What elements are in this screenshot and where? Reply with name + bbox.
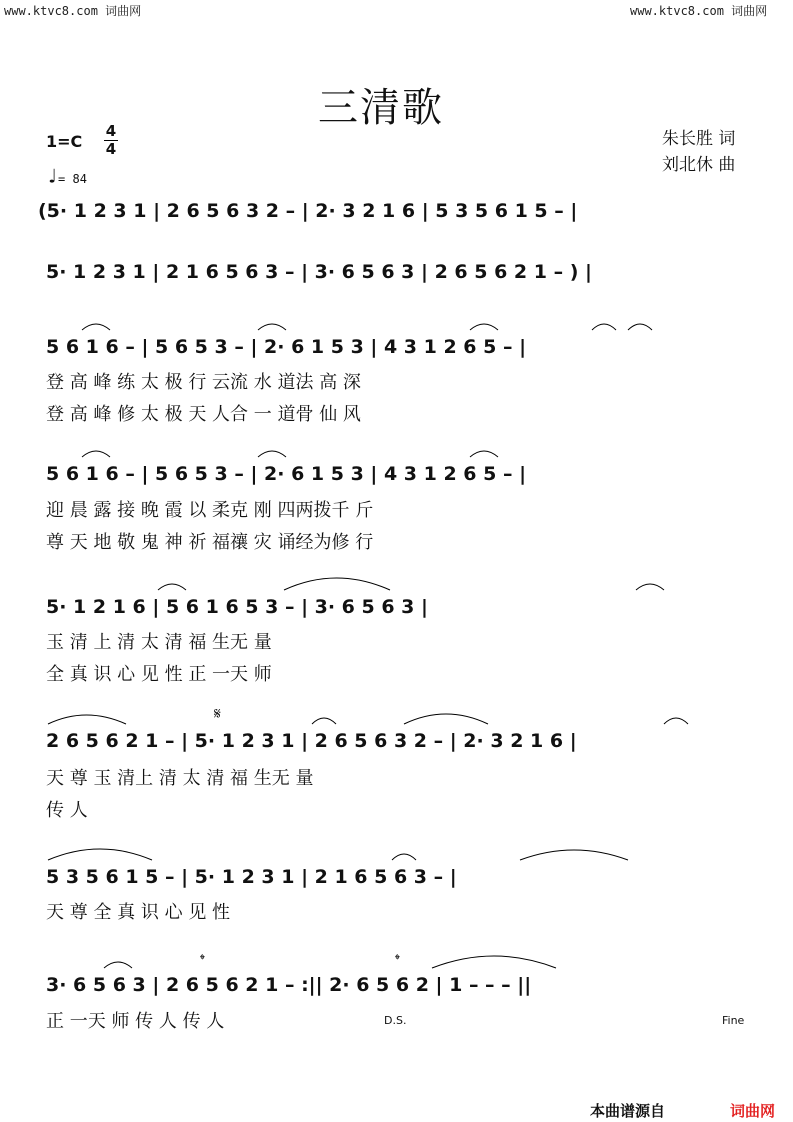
score-line-8: 3· 6 5 6 3 | 2 6 5 6 2 1 – :|| 2· 6 5 6 2 | 1 – – – || <box>46 974 532 996</box>
time-signature-top: 4 <box>105 122 117 140</box>
source-credit: 本曲谱源自 <box>590 1102 666 1120</box>
slur <box>312 718 336 724</box>
slur <box>258 451 286 457</box>
slur <box>284 578 390 590</box>
tempo-value: = 84 <box>58 172 87 186</box>
slur <box>592 324 616 330</box>
score-line-2: 5· 1 2 3 1 | 2 1 6 5 6 3 – | 3· 6 5 6 3 | 2 6 5 6 2 1 – ) | <box>46 261 592 283</box>
lyric-line-7: 天 尊 玉 清上 清 太 清 福 生无 量 <box>46 768 314 789</box>
slur <box>520 850 628 860</box>
slur <box>48 849 152 860</box>
slur <box>432 956 556 968</box>
brand-logo: 词曲网 <box>730 1102 776 1120</box>
time-signature-bottom: 4 <box>105 140 117 158</box>
lyric-line-10: 正 一天 师 传 人 传 人 <box>46 1011 225 1032</box>
segno-sign: 𝄋 <box>214 704 221 723</box>
slur <box>48 715 126 724</box>
score-line-7: 5 3 5 6 1 5 – | 5· 1 2 3 1 | 2 1 6 5 6 3 – | <box>46 866 457 888</box>
lyricist-credit: 朱长胜 词 <box>662 129 736 149</box>
lyric-line-2: 登 高 峰 修 太 极 天 人合 一 道骨 仙 风 <box>46 404 361 425</box>
quarter-note-icon: ♩ <box>46 164 59 188</box>
score-line-3: 5 6 1 6 – | 5 6 5 3 – | 2· 6 1 5 3 | 4 3 1 2 6 5 – | <box>46 336 527 358</box>
lyric-line-5: 玉 清 上 清 太 清 福 生无 量 <box>46 632 272 653</box>
song-title: 三清歌 <box>318 85 444 131</box>
composer-credit: 刘北休 曲 <box>662 155 736 175</box>
fine-marking: Fine <box>722 1014 745 1027</box>
slur <box>636 584 664 590</box>
slur <box>392 854 416 860</box>
lyric-line-8: 传 人 <box>46 800 88 821</box>
slur <box>664 718 688 724</box>
score-line-6: 2 6 5 6 2 1 – | 5· 1 2 3 1 | 2 6 5 6 3 2 – | 2· 3 2 1 6 | <box>46 730 577 752</box>
ds-marking: D.S. <box>384 1014 407 1027</box>
score-line-1: (5· 1 2 3 1 | 2 6 5 6 3 2 – | 2· 3 2 1 6 | 5 3 5 6 1 5 – | <box>38 200 578 222</box>
slur <box>258 324 286 330</box>
score-line-4: 5 6 1 6 – | 5 6 5 3 – | 2· 6 1 5 3 | 4 3 1 2 6 5 – | <box>46 463 527 485</box>
header-site-left: www.ktvc8.com 词曲网 <box>4 4 142 18</box>
slur <box>470 324 498 330</box>
slur <box>158 584 186 590</box>
lyric-line-1: 登 高 峰 练 太 极 行 云流 水 道法 高 深 <box>46 372 361 393</box>
coda-sign-2: 𝄌 <box>395 952 400 968</box>
slur <box>628 324 652 330</box>
slur <box>82 451 110 457</box>
score-line-5: 5· 1 2 1 6 | 5 6 1 6 5 3 – | 3· 6 5 6 3 | <box>46 596 428 618</box>
key-signature: 1=C <box>46 132 83 151</box>
slur <box>82 324 110 330</box>
slur <box>470 451 498 457</box>
slur <box>404 714 488 724</box>
lyric-line-4: 尊 天 地 敬 鬼 神 祈 福禳 灾 诵经为修 行 <box>46 532 374 553</box>
lyric-line-3: 迎 晨 露 接 晚 霞 以 柔克 刚 四两拨千 斤 <box>46 500 374 521</box>
coda-sign-1: 𝄌 <box>200 952 205 968</box>
lyric-line-6: 全 真 识 心 见 性 正 一天 师 <box>46 664 272 685</box>
header-site-right: www.ktvc8.com 词曲网 <box>630 4 768 18</box>
slur <box>104 962 132 968</box>
lyric-line-9: 天 尊 全 真 识 心 见 性 <box>46 902 231 923</box>
